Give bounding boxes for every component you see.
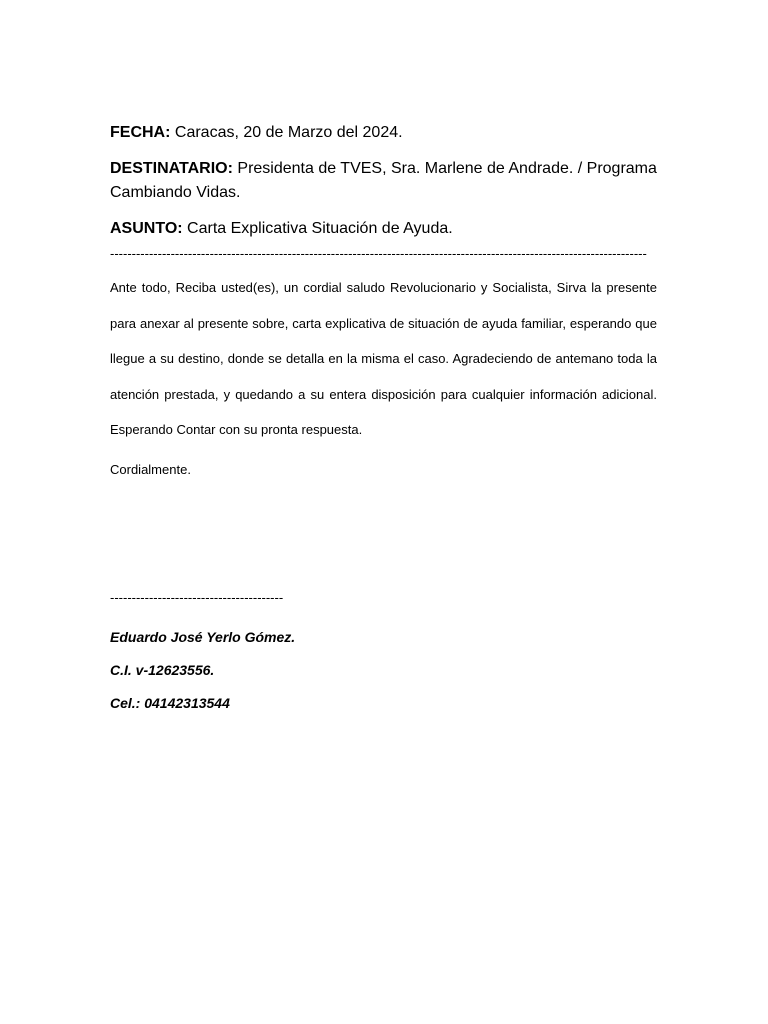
signer-name: Eduardo José Yerlo Gómez. xyxy=(110,629,296,645)
subject-label: ASUNTO: xyxy=(110,220,183,237)
date-value: Caracas, 20 de Marzo del 2024. xyxy=(170,124,403,141)
signature-block xyxy=(110,621,295,720)
recipient-value: Presidenta de TVES, Sra. Marlene de Andrade. / Programa Cambiando Vidas. xyxy=(110,160,657,201)
letter-content xyxy=(110,121,657,479)
body-paragraph: Ante todo, Reciba usted(es), un cordial saludo Revolucionario y Socialista, Sirva la presente para anexar al presente sobre, carta explicativa de situación de ayuda familiar, esperando que llegue a su destino, donde se detalla en la misma el caso. Agradeciendo de antemano toda la atención prestada, y quedando a su entera disposición para cualquier información adicional. Esperando Contar con su pronta respuesta. xyxy=(110,280,657,437)
date-line xyxy=(110,121,657,145)
recipient-label: DESTINATARIO: xyxy=(110,160,233,177)
signer-id: C.I. v-12623556. xyxy=(110,662,215,678)
closing-text: Cordialmente. xyxy=(110,461,191,477)
subject-line xyxy=(110,217,657,241)
signer-phone: Cel.: 04142313544 xyxy=(110,695,230,711)
header-separator: ---------------------------------------------------------------------------------------------------------------------------- xyxy=(110,246,647,261)
date-label: FECHA: xyxy=(110,124,171,141)
recipient-line xyxy=(110,157,657,205)
subject-value: Carta Explicativa Situación de Ayuda. xyxy=(182,220,453,237)
signature-line: ---------------------------------------- xyxy=(110,590,284,605)
